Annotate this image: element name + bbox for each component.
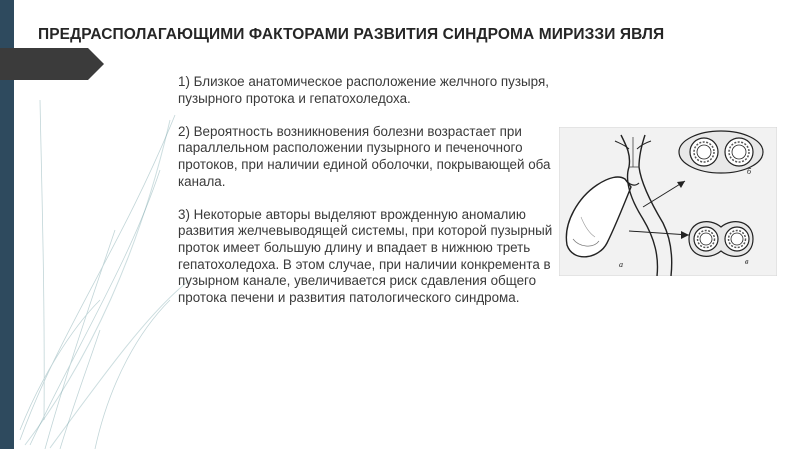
figure-label-a: а: [619, 260, 623, 269]
title-arrow-shape: [0, 48, 104, 80]
figure-label-b: б: [747, 167, 752, 176]
figure-label-v: в: [745, 257, 749, 266]
body-text: [178, 74, 558, 323]
slide-title: ПРЕДРАСПОЛАГАЮЩИМИ ФАКТОРАМИ РАЗВИТИЯ СИНДРОМА МИРИЗЗИ ЯВЛЯ: [38, 26, 665, 43]
paragraph-3: 3) Некоторые авторы выделяют врожденную аномалию развития желчевыводящей системы, при которой пузырный проток имеет большую длину и впадает в нижнюю треть гепатохоледоха. В этом случае, при наличии конкремента в пузырном канале, увеличивается риск сдавления общего протока печени и развития патологического синдрома.: [178, 206, 553, 305]
paragraph-2: 2) Вероятность возникновения болезни возрастает при параллельном расположении пузырного и печеночного протоков, при наличии единой оболочки, покрывающей оба канала.: [178, 123, 551, 189]
anatomy-figure: [559, 127, 777, 276]
cross-section-bottom: [689, 222, 753, 257]
paragraph-1: 1) Близкое анатомическое расположение желчного пузыря, пузырного протока и гепатохоледоха.: [178, 74, 549, 106]
